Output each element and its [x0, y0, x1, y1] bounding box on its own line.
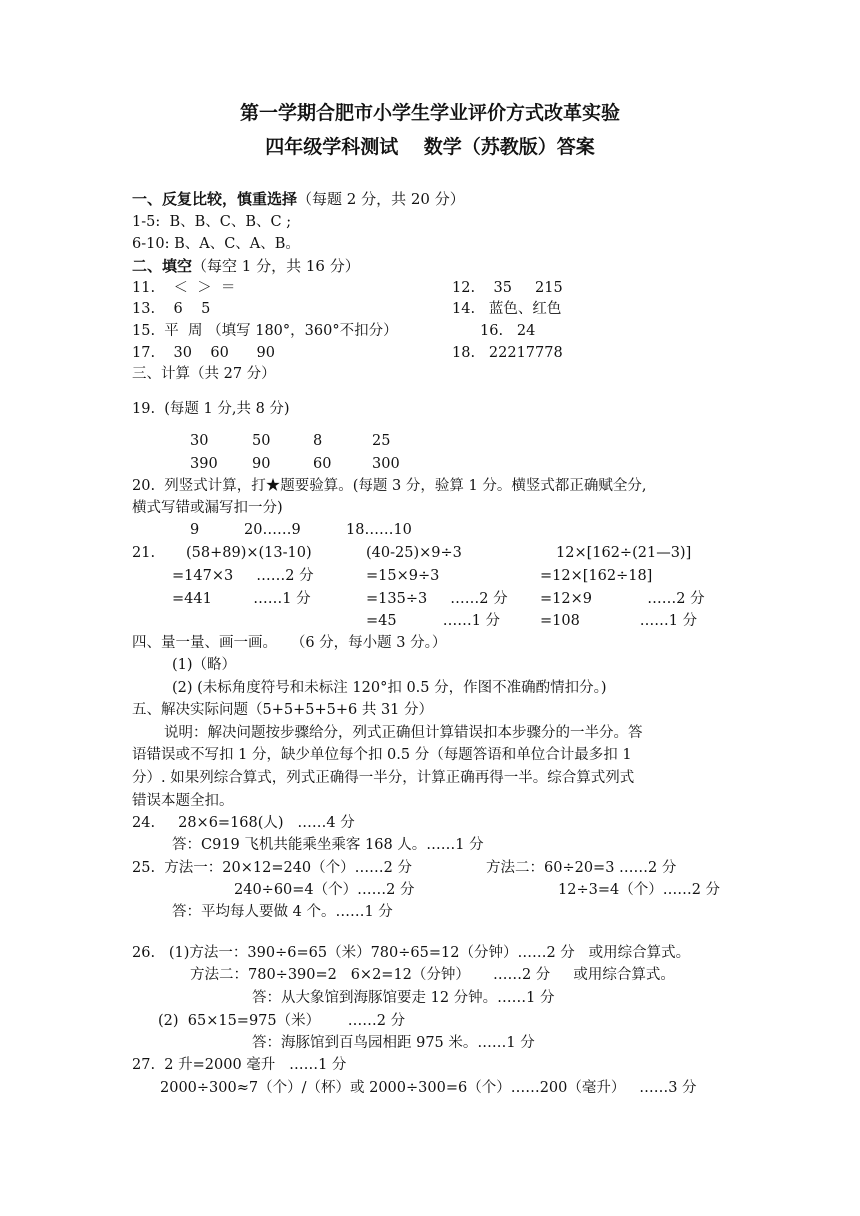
q19-cell: 8: [313, 433, 323, 449]
section-4-part-2: (2) (未标角度符号和未标注 120°扣 0.5 分，作图不准确酌情扣分。): [172, 680, 607, 696]
section-1-heading: [132, 189, 465, 209]
answer-q25-method-1: 25. 方法一：20×12=240（个）……2 分: [132, 860, 412, 876]
section-2-heading: [132, 256, 360, 276]
section-1-note: （每题 2 分，共 20 分）: [297, 190, 465, 208]
section-5-heading: 五、解决实际问题（5+5+5+5+6 共 31 分）: [132, 702, 434, 718]
q21-col1-line: =441 ……1 分: [172, 591, 311, 607]
section-5-note-2: 语错误或不写扣 1 分，缺少单位每个扣 0.5 分（每题答语和单位合计最多扣 1: [132, 747, 632, 763]
section-5-note-1: 说明：解决问题按步骤给分，列式正确但计算错误扣本步骤分的一半分。答: [164, 725, 643, 741]
q21-col1-line: (58+89)×(13-10): [186, 545, 312, 561]
q21-col3-line: =108 ……1 分: [540, 613, 698, 629]
s1-answers-1: 1-5: B、B、C、B、C ;: [132, 214, 292, 230]
question-21-number: 21.: [132, 545, 156, 561]
section-2-note: （每空 1 分，共 16 分）: [192, 257, 360, 275]
q20-answer: 9: [190, 522, 200, 538]
answer-q26-line-3: 答：从大象馆到海豚馆要走 12 分钟。……1 分: [252, 990, 555, 1006]
answer-q17: 17. 30 60 90: [132, 345, 275, 361]
q19-cell: 390: [190, 456, 218, 472]
q21-col3-line: =12×9 ……2 分: [540, 591, 705, 607]
answer-q18: 18. 22217778: [452, 345, 563, 361]
section-2-title: 二、填空: [132, 257, 193, 275]
answer-q26-line-4: (2) 65×15=975（米） ……2 分: [158, 1013, 406, 1029]
section-1-title: 一、反复比较，慎重选择: [132, 190, 298, 208]
q19-cell: 30: [190, 433, 209, 449]
section-5-note-4: 错误本题全扣。: [132, 793, 234, 809]
answer-q24-line-1: 24. 28×6=168(人) ……4 分: [132, 815, 355, 831]
q21-col2-line: =45 ……1 分: [366, 613, 501, 629]
q21-col2-line: (40-25)×9÷3: [366, 545, 462, 561]
answer-q26-line-2: 方法二：780÷390=2 6×2=12（分钟） ……2 分 或用综合算式。: [190, 967, 675, 983]
answer-q15: 15. 平 周 （填写 180°，360°不扣分）: [132, 323, 398, 339]
answer-q27-line-2: 2000÷300≈7（个）/（杯）或 2000÷300=6（个）……200（毫升） ……3 分: [160, 1080, 697, 1096]
q21-col1-line: =147×3 ……2 分: [172, 568, 314, 584]
q21-col3-line: =12×[162÷18]: [540, 568, 653, 584]
q21-col2-line: =15×9÷3: [366, 568, 440, 584]
q19-cell: 90: [252, 456, 271, 472]
q19-cell: 25: [372, 433, 391, 449]
q19-cell: 60: [313, 456, 332, 472]
answer-q12: 12. 35 215: [452, 280, 563, 296]
section-4-part-1: (1)（略）: [172, 657, 237, 673]
q21-col2-line: =135÷3 ……2 分: [366, 591, 508, 607]
title-line-1: 第一学期合肥市小学生学业评价方式改革实验: [239, 102, 620, 124]
section-3-heading: 三、计算（共 27 分）: [132, 366, 276, 382]
q20-answer: 20……9: [244, 522, 301, 538]
s1-answers-2: 6-10: B、A、C、A、B。: [132, 236, 300, 252]
answer-q14: 14. 蓝色、红色: [452, 301, 562, 317]
q21-col3-line: 12×[162÷(21—3)]: [556, 545, 692, 561]
answer-q16: 16. 24: [480, 323, 536, 339]
answer-q27-line-1: 27. 2 升=2000 毫升 ……1 分: [132, 1057, 347, 1073]
q19-cell: 50: [252, 433, 271, 449]
answer-q13: 13. 6 5: [132, 301, 211, 317]
question-19-heading: 19. (每题 1 分,共 8 分): [132, 401, 290, 417]
answer-q25-conclusion: 答：平均每人要做 4 个。……1 分: [172, 904, 393, 920]
answer-q11: 11. ＜ ＞ ＝: [132, 280, 236, 296]
answer-q26-line-5: 答：海豚馆到百鸟园相距 975 米。……1 分: [252, 1035, 535, 1051]
answer-q26-line-1: 26. (1)方法一：390÷6=65（米）780÷65=12（分钟）……2 分 或用综合算式。: [132, 945, 691, 961]
answer-q25-method-1-step: 240÷60=4（个）……2 分: [234, 882, 415, 898]
section-5-note-3: 分）. 如果列综合算式，列式正确得一半分，计算正确再得一半。综合算式列式: [132, 770, 635, 786]
q20-answer: 18……10: [346, 522, 412, 538]
answer-q25-method-2: 方法二：60÷20=3 ……2 分: [486, 860, 677, 876]
answer-q25-method-2-step: 12÷3=4（个）……2 分: [558, 882, 721, 898]
q19-cell: 300: [372, 456, 400, 472]
section-4-heading: 四、量一量、画一画。 （6 分，每小题 3 分。）: [132, 635, 447, 651]
question-20-text-1: 20. 列竖式计算，打★题要验算。(每题 3 分，验算 1 分。横竖式都正确赋全分,: [132, 478, 647, 494]
question-20-text-2: 横式写错或漏写扣一分): [132, 500, 283, 516]
answer-q24-line-2: 答：C919 飞机共能乘坐乘客 168 人。……1 分: [172, 837, 484, 853]
title-line-2: 四年级学科测试 数学（苏教版）答案: [265, 136, 595, 158]
